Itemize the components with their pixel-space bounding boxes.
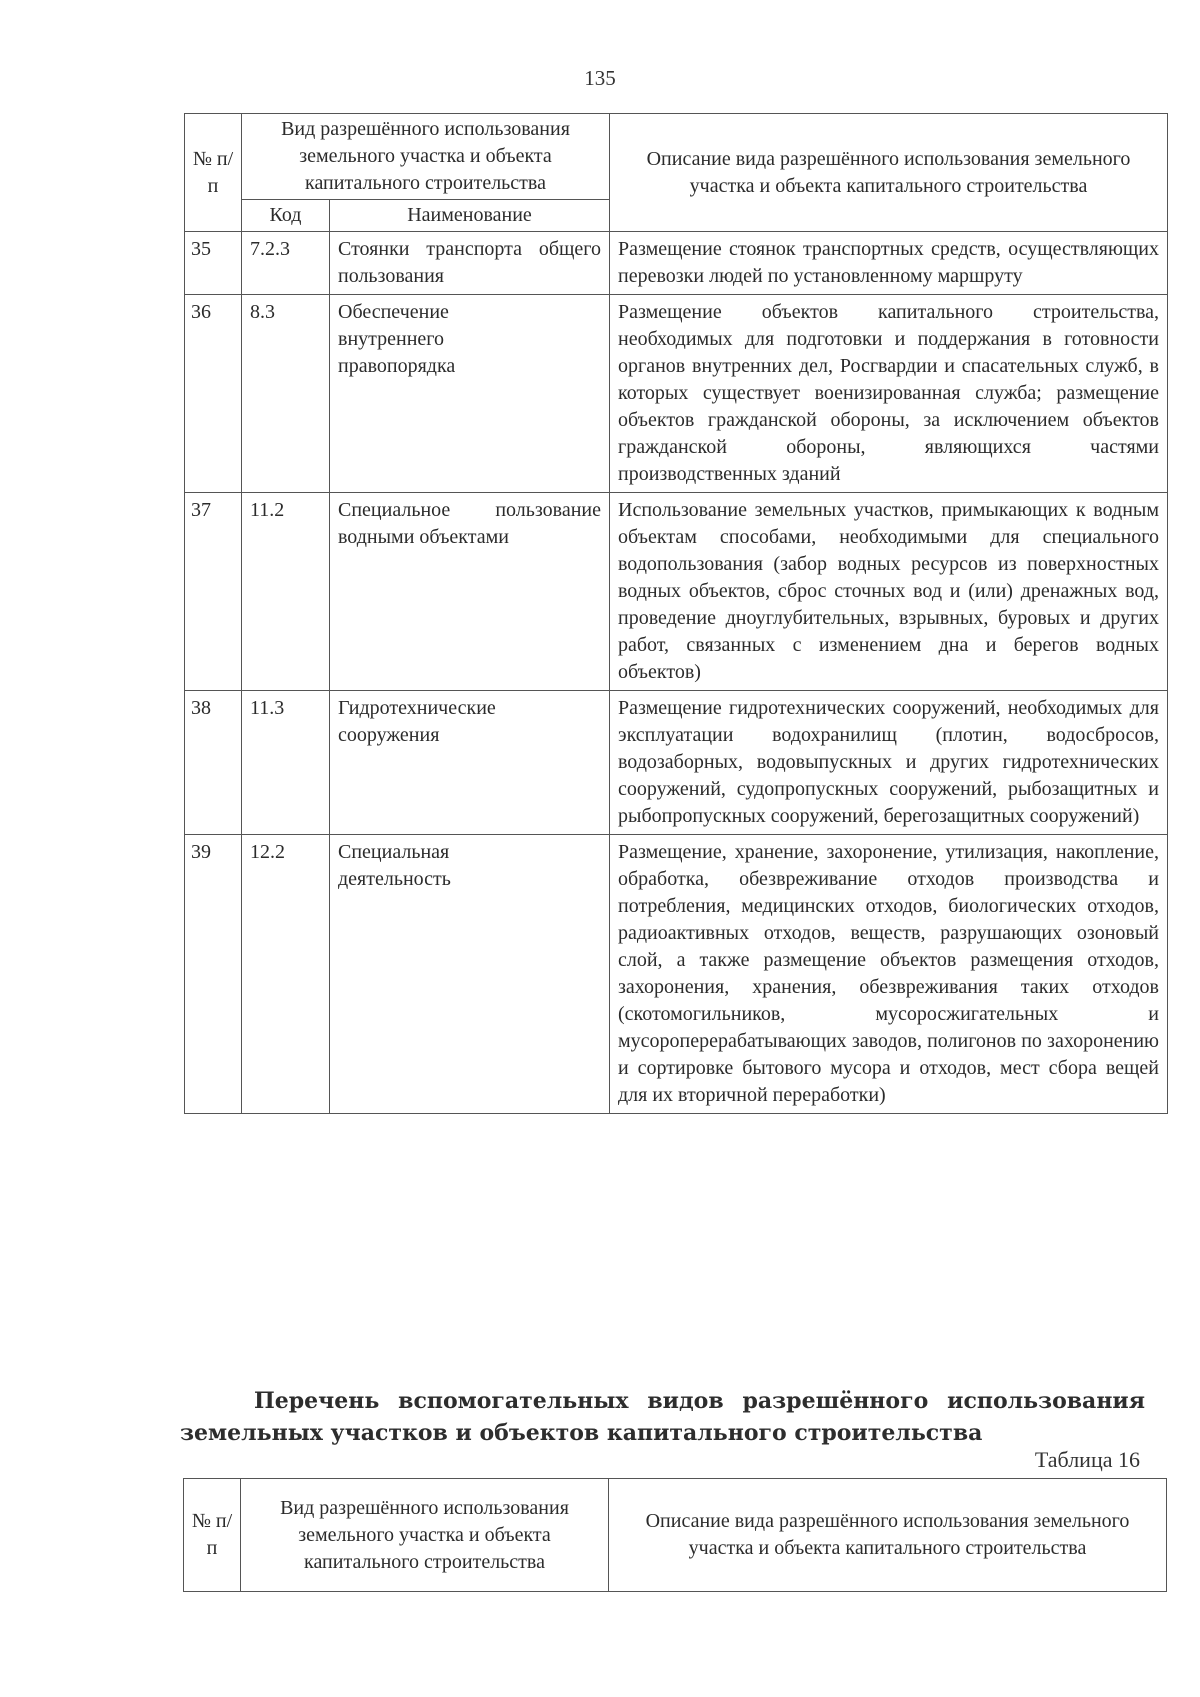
header-description: Описание вида разрешённого использования земельного участка и объекта капитального строительства: [610, 114, 1168, 232]
section-title-line-2: земельных участков и объектов капитального строительства: [180, 1420, 983, 1446]
section-title-line-1: Перечень вспомогательных видов разрешённого использования: [254, 1388, 1145, 1414]
row-num: 36: [185, 295, 242, 493]
table-row: [185, 295, 1168, 493]
row-code: 8.3: [242, 295, 330, 493]
row-name: Специальная деятельность: [330, 835, 610, 1114]
section-title: [180, 1385, 1145, 1449]
header-num: № п/п: [185, 114, 242, 232]
row-code: 7.2.3: [242, 232, 330, 295]
row-code: 11.2: [242, 493, 330, 691]
table-row: [185, 835, 1168, 1114]
auxiliary-use-table: [183, 1478, 1167, 1592]
header-name: Наименование: [330, 200, 610, 232]
table-row: [185, 232, 1168, 295]
row-code: 12.2: [242, 835, 330, 1114]
row-name: Гидротехнические сооружения: [330, 691, 610, 835]
header-code: Код: [242, 200, 330, 232]
page-number: 135: [584, 66, 616, 90]
table-row: [185, 691, 1168, 835]
row-name: Специальное пользование водными объектами: [330, 493, 610, 691]
row-num: 37: [185, 493, 242, 691]
header-description: Описание вида разрешённого использования земельного участка и объекта капитального строительства: [609, 1479, 1167, 1592]
header-row: [184, 1479, 1167, 1592]
header-num: № п/п: [184, 1479, 241, 1592]
header-row: [185, 114, 1168, 200]
row-code: 11.3: [242, 691, 330, 835]
row-name: Обеспечение внутреннего правопорядка: [330, 295, 610, 493]
table-label: Таблица 16: [1034, 1447, 1140, 1472]
row-name: Стоянки транспорта общего пользования: [330, 232, 610, 295]
row-num: 38: [185, 691, 242, 835]
row-description: Размещение, хранение, захоронение, утилизация, накопление, обработка, обезвреживание отходов производства и потребления, медицинских отходов, биологических отходов, радиоактивных отходов, веществ, разрушающих озоновый слой, а также размещение объектов размещения отходов, захоронения, хранения, обезвреживания таких отходов (скотомогильников, мусоросжигательных и мусороперерабатывающих заводов, полигонов по захоронению и сортировке бытового мусора и отходов, мест сбора вещей для их вторичной переработки): [610, 835, 1168, 1114]
row-description: Использование земельных участков, примыкающих к водным объектам способами, необходимыми для специального водопользования (забор водных ресурсов из поверхностных водных объектов, сброс сточных вод и (или) дренажных вод, проведение дноуглубительных, взрывных, буровых и других работ, связанных с изменением дна и берегов водных объектов): [610, 493, 1168, 691]
table-row: [185, 493, 1168, 691]
row-description: Размещение гидротехнических сооружений, необходимых для эксплуатации водохранилищ (плотин, водосбросов, водозаборных, водовыпускных и других гидротехнических сооружений, судопропускных сооружений, рыбозащитных и рыбопропускных сооружений, берегозащитных сооружений): [610, 691, 1168, 835]
permitted-use-table: [184, 113, 1168, 1114]
row-description: Размещение объектов капитального строительства, необходимых для подготовки и поддержания в готовности органов внутренних дел, Росгвардии и спасательных служб, в которых существует военизированная служба; размещение объектов гражданской обороны, за исключением объектов гражданской обороны, являющихся частями производственных зданий: [610, 295, 1168, 493]
header-vid-group: Вид разрешённого использования земельного участка и объекта капитального строительства: [242, 114, 610, 200]
row-num: 35: [185, 232, 242, 295]
row-num: 39: [185, 835, 242, 1114]
row-description: Размещение стоянок транспортных средств, осуществляющих перевозки людей по установленному маршруту: [610, 232, 1168, 295]
header-vid: Вид разрешённого использования земельного участка и объекта капитального строительства: [241, 1479, 609, 1592]
